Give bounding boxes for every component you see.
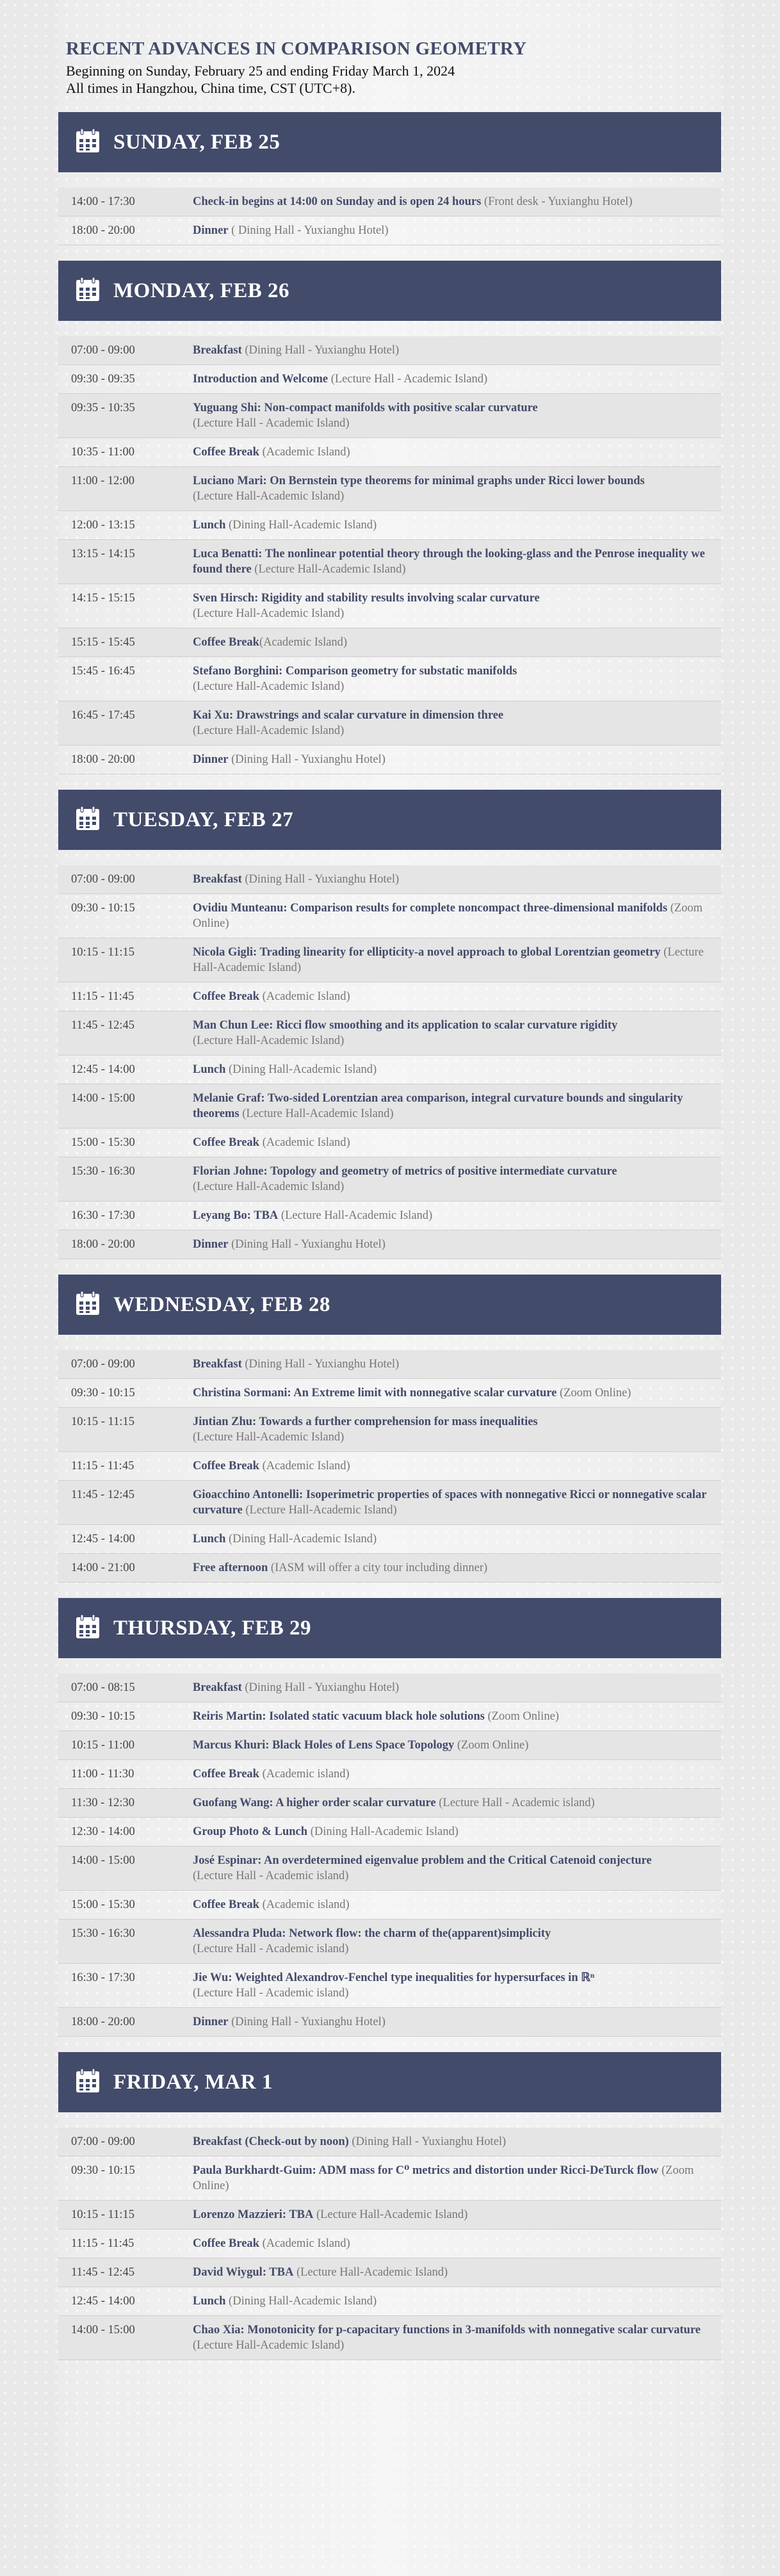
page-header [58,38,721,97]
session-title: Coffee Break [193,1136,259,1149]
day-section [58,1275,721,1583]
schedule-row [58,1379,721,1408]
session-location: (Lecture Hall-Academic Island) [193,1180,345,1193]
session-location: (Lecture Hall - Academic island) [435,1797,595,1809]
session-location: (Lecture Hall-Academic Island) [193,1431,345,1444]
schedule-row [58,2230,721,2258]
session-location: (Academic Island) [259,2237,350,2250]
session-description [193,1680,721,1695]
schedule-row [58,1157,721,1202]
session-title: Dinner [193,753,229,766]
day-title: TUESDAY, FEB 27 [113,808,294,831]
day-section [58,112,721,245]
session-time: 11:15 - 11:45 [71,990,134,1003]
session-description [193,400,721,431]
schedule-row [58,1554,721,1583]
session-title: Florian Johne: Topology and geometry of metrics of positive intermediate curvature [193,1165,617,1178]
session-time: 14:00 - 15:00 [71,1092,135,1105]
session-location: (Academic Island) [259,446,350,459]
session-description [193,1164,721,1194]
schedule-row [58,2008,721,2037]
session-title: Breakfast [193,1358,242,1371]
session-title: Coffee Break [193,2237,259,2250]
session-description [193,1487,721,1518]
session-description [193,473,721,504]
session-description [193,1853,721,1884]
session-title: Alessandra Pluda: Network flow: the charm of the(apparent)simplicity [193,1927,551,1940]
session-time: 15:15 - 15:45 [71,636,135,649]
session-title: Breakfast [193,1681,242,1694]
session-time: 12:30 - 14:00 [71,1825,135,1838]
session-time: 13:15 - 14:15 [71,548,135,560]
schedule-row [58,2287,721,2316]
session-title: Reiris Martin: Isolated static vacuum black hole solutions [193,1710,485,1723]
session-time: 14:15 - 15:15 [71,592,135,605]
timezone-text: All times in Hangzhou, China time, CST (UTC+8). [66,80,355,96]
session-time: 15:45 - 16:45 [71,665,135,678]
session-time: 11:00 - 12:00 [71,475,135,487]
session-description [193,1795,721,1811]
session-description [193,635,721,650]
session-title: Lorenzo Mazzieri: TBA [193,2208,314,2221]
session-location: (Academic Island) [259,1136,350,1149]
session-time: 12:45 - 14:00 [71,1063,135,1076]
schedule-row [58,1481,721,1525]
session-title: Chao Xia: Monotonicity for p-capacitary functions in 3-manifolds with nonnegative scalar curvature [193,2324,701,2336]
session-location: (Dining Hall - Yuxianghu Hotel) [241,344,400,357]
session-description [193,1062,721,1077]
day-section [58,2052,721,2360]
schedule-row [58,1760,721,1789]
schedule-page [58,0,721,2576]
session-title: Coffee Break [193,990,259,1003]
session-time: 07:00 - 09:00 [71,1358,135,1371]
calendar-icon [75,128,113,157]
session-description [193,1091,721,1121]
schedule-table [58,1674,721,2037]
schedule-row [58,865,721,894]
session-title: Coffee Break [193,1460,259,1472]
schedule-row [58,2201,721,2230]
session-title: Jintian Zhu: Towards a further comprehension for mass inequalities [193,1415,538,1428]
session-time: 11:45 - 12:45 [71,1488,135,1501]
session-location: (Academic island) [259,1768,350,1781]
schedule-row [58,1964,721,2008]
session-description [193,2134,721,2149]
day-title: WEDNESDAY, FEB 28 [113,1292,330,1316]
session-time: 11:30 - 12:30 [71,1797,135,1809]
session-title: Coffee Break [193,1898,259,1911]
session-time: 12:00 - 13:15 [71,519,135,532]
schedule-table [58,865,721,1259]
session-location: (Dining Hall - Yuxianghu Hotel) [228,1238,386,1251]
session-location: (Lecture Hall-Academic Island) [239,1107,394,1120]
session-title: Luciano Mari: On Bernstein type theorems for minimal graphs under Ricci lower bounds [193,475,645,487]
date-range-text: Beginning on Sunday, February 25 and ending Friday March 1, 2024 [66,63,455,79]
session-title: David Wiygul: TBA [193,2266,294,2279]
session-location: (Dining Hall-Academic Island) [225,519,377,532]
session-title: Leyang Bo: TBA [193,1209,279,1222]
session-description [193,546,721,577]
session-description [193,2294,721,2309]
schedule-row [58,894,721,938]
session-description [193,518,721,533]
schedule-row [58,365,721,394]
session-location: (Front desk - Yuxianghu Hotel) [481,195,633,208]
day-header [58,112,721,172]
session-title: Lunch [193,519,226,532]
session-title: Coffee Break [193,1768,259,1781]
session-time: 09:30 - 10:15 [71,1387,135,1399]
session-title: Lunch [193,2295,226,2308]
session-time: 14:00 - 15:00 [71,2324,135,2336]
session-time: 10:15 - 11:15 [71,2208,135,2221]
session-title: Stefano Borghini: Comparison geometry for substatic manifolds [193,665,517,678]
session-title: Man Chun Lee: Ricci flow smoothing and its application to scalar curvature rigidity [193,1019,618,1032]
session-description [193,708,721,738]
page-title: RECENT ADVANCES IN COMPARISON GEOMETRY [66,38,527,59]
session-description [193,1926,721,1957]
schedule-row [58,701,721,746]
session-description [193,1970,721,2001]
schedule-row [58,657,721,701]
schedule-row [58,394,721,438]
session-description [193,901,721,931]
session-description [193,194,721,209]
day-header [58,2052,721,2112]
calendar-icon [75,806,113,835]
session-description [193,1738,721,1753]
session-description [193,2265,721,2280]
session-description [193,1560,721,1576]
schedule-row [58,467,721,511]
session-location: (Academic Island) [259,1460,350,1472]
session-title: Free afternoon [193,1561,268,1574]
session-time: 15:30 - 16:30 [71,1927,135,1940]
session-title: Gioacchino Antonelli: Isoperimetric properties of spaces with nonnegative Ricci or nonnegative scalar curvature [193,1488,707,1517]
session-location: (Lecture Hall-Academic Island) [242,1504,397,1517]
schedule-row [58,1846,721,1891]
session-time: 09:30 - 10:15 [71,1710,135,1723]
session-location: (Dining Hall - Yuxianghu Hotel) [228,753,386,766]
session-time: 18:00 - 20:00 [71,1238,135,1251]
session-title: Marcus Khuri: Black Holes of Lens Space Topology [193,1739,455,1752]
session-location: (Lecture Hall - Academic island) [193,1943,349,1955]
session-time: 09:30 - 09:35 [71,373,135,386]
calendar-icon [75,1291,113,1319]
session-time: 11:00 - 11:30 [71,1768,134,1781]
session-location: (Lecture Hall-Academic Island) [251,563,406,576]
session-title: Dinner [193,1238,229,1251]
calendar-icon [75,1614,113,1643]
session-time: 14:00 - 15:00 [71,1854,135,1867]
session-description [193,2322,721,2353]
session-description [193,2207,721,2222]
schedule-row [58,336,721,365]
day-title: THURSDAY, FEB 29 [113,1616,312,1640]
session-location: (Lecture Hall-Academic Island) [193,490,345,503]
session-location: (Lecture Hall-Academic Island) [193,2339,345,2352]
schedule-row [58,584,721,628]
session-location: (Dining Hall - Yuxianghu Hotel) [348,2135,507,2148]
session-location: (Zoom Online) [557,1387,631,1399]
session-location: (Lecture Hall - Academic island) [193,1987,349,2000]
schedule-row [58,1230,721,1259]
schedule-row [58,1789,721,1818]
session-description [193,1531,721,1547]
page-subtitle [66,62,721,97]
session-time: 10:35 - 11:00 [71,446,135,459]
session-time: 15:00 - 15:30 [71,1136,135,1149]
session-description [193,664,721,694]
schedule-table [58,2128,721,2360]
session-title: Kai Xu: Drawstrings and scalar curvature in dimension three [193,709,504,722]
schedule-row [58,1452,721,1481]
session-time: 15:30 - 16:30 [71,1165,135,1178]
session-time: 11:45 - 12:45 [71,2266,135,2279]
session-description [193,1709,721,1724]
calendar-icon [75,2068,113,2097]
session-time: 11:15 - 11:45 [71,2237,134,2250]
session-title: Paula Burkhardt-Guim: ADM mass for C⁰ metrics and distortion under Ricci-DeTurck flow [193,2164,659,2177]
session-location: (Lecture Hall-Academic Island) [193,607,345,620]
session-location: (Dining Hall-Academic Island) [225,2295,377,2308]
schedule-table [58,336,721,774]
session-title: Dinner [193,2016,229,2028]
session-description [193,343,721,358]
session-time: 16:30 - 17:30 [71,1971,135,1984]
session-location: (Dining Hall - Yuxianghu Hotel) [241,873,400,886]
session-title: Yuguang Shi: Non-compact manifolds with positive scalar curvature [193,402,538,414]
session-time: 07:00 - 08:15 [71,1681,135,1694]
session-location: (Academic Island) [259,636,348,649]
session-time: 18:00 - 20:00 [71,224,135,237]
schedule-row [58,2128,721,2156]
session-description [193,1458,721,1474]
session-title: Jie Wu: Weighted Alexandrov-Fenchel type inequalities for hypersurfaces in ℝⁿ [193,1971,595,1984]
session-title: Lunch [193,1063,226,1076]
session-title: Ovidiu Munteanu: Comparison results for complete noncompact three-dimensional manifolds [193,902,668,915]
session-time: 09:30 - 10:15 [71,902,135,915]
day-header [58,261,721,321]
schedule-row [58,1202,721,1230]
schedule-row [58,982,721,1011]
session-location: (Zoom Online) [193,902,703,930]
schedule-row [58,1408,721,1452]
schedule-row [58,2156,721,2201]
session-location: (Lecture Hall-Academic Island) [193,724,345,737]
session-location: (Zoom Online) [454,1739,529,1752]
day-title: MONDAY, FEB 26 [113,279,290,302]
session-title: Christina Sormani: An Extreme limit with nonnegative scalar curvature [193,1387,557,1399]
session-time: 14:00 - 17:30 [71,195,135,208]
session-description [193,1135,721,1150]
session-location: (Lecture Hall-Academic Island) [278,1209,433,1222]
session-location: (Academic island) [259,1898,350,1911]
session-title: Breakfast (Check-out by noon) [193,2135,349,2148]
session-title: Nicola Gigli: Trading linearity for ellipticity-a novel approach to global Lorentzian geometry [193,946,661,959]
session-time: 09:35 - 10:35 [71,402,135,414]
schedule-row [58,511,721,540]
session-location: (Lecture Hall-Academic Island) [293,2266,448,2279]
session-description [193,1357,721,1372]
session-title: Coffee Break [193,446,259,459]
session-time: 07:00 - 09:00 [71,2135,135,2148]
session-title: Sven Hirsch: Rigidity and stability results involving scalar curvature [193,592,540,605]
day-section [58,261,721,774]
day-header [58,1275,721,1335]
schedule-row [58,1011,721,1056]
session-time: 14:00 - 21:00 [71,1561,135,1574]
session-location: (Academic Island) [259,990,350,1003]
schedule-row [58,628,721,657]
session-location: (Lecture Hall-Academic Island) [193,1034,345,1047]
session-location: (IASM will offer a city tour including dinner) [268,1561,488,1574]
session-description [193,989,721,1004]
session-description [193,1897,721,1912]
session-location: (Lecture Hall-Academic Island) [313,2208,468,2221]
session-description [193,1018,721,1048]
session-time: 18:00 - 20:00 [71,2016,135,2028]
session-location: (Dining Hall-Academic Island) [225,1063,377,1076]
session-location: (Dining Hall-Academic Island) [225,1533,377,1545]
schedule-row [58,188,721,216]
session-location: (Zoom Online) [193,2164,694,2192]
schedule-row [58,438,721,467]
schedule-row [58,1731,721,1760]
session-time: 07:00 - 09:00 [71,873,135,886]
session-time: 07:00 - 09:00 [71,344,135,357]
session-description [193,752,721,767]
session-time: 11:45 - 12:45 [71,1019,135,1032]
session-description [193,371,721,387]
session-time: 10:15 - 11:15 [71,1415,135,1428]
schedule-row [58,540,721,584]
session-time: 12:45 - 14:00 [71,2295,135,2308]
session-description [193,1414,721,1445]
session-description [193,2163,721,2194]
schedule-row [58,1818,721,1846]
day-title: FRIDAY, MAR 1 [113,2070,273,2094]
schedule-row [58,1129,721,1157]
session-location: (Dining Hall-Academic Island) [307,1825,459,1838]
schedule-row [58,1056,721,1084]
session-location: (Zoom Online) [484,1710,559,1723]
session-time: 15:00 - 15:30 [71,1898,135,1911]
schedule-row [58,938,721,982]
schedule-row [58,1350,721,1379]
session-location: (Lecture Hall-Academic Island) [193,946,704,974]
schedule-row [58,746,721,774]
session-time: 10:15 - 11:15 [71,946,135,959]
day-header [58,790,721,850]
session-description [193,1208,721,1223]
session-title: Lunch [193,1533,226,1545]
schedule-row [58,1674,721,1702]
session-time: 11:15 - 11:45 [71,1460,134,1472]
session-location: (Lecture Hall - Academic Island) [328,373,488,386]
session-description [193,2236,721,2251]
session-time: 10:15 - 11:00 [71,1739,135,1752]
schedule-row [58,1920,721,1964]
schedule-row [58,216,721,245]
day-title: SUNDAY, FEB 25 [113,130,280,154]
session-description [193,223,721,238]
session-title: Group Photo & Lunch [193,1825,308,1838]
session-location: (Dining Hall - Yuxianghu Hotel) [241,1358,400,1371]
days-list [58,112,721,2360]
session-title: Breakfast [193,873,242,886]
session-time: 12:45 - 14:00 [71,1533,135,1545]
session-description [193,444,721,460]
session-time: 16:45 - 17:45 [71,709,135,722]
day-section [58,790,721,1259]
schedule-row [58,1084,721,1129]
session-title: Melanie Graf: Two-sided Lorentzian area comparison, integral curvature bounds and singularity theorems [193,1092,683,1120]
session-time: 09:30 - 10:15 [71,2164,135,2177]
session-title: Guofang Wang: A higher order scalar curvature [193,1797,436,1809]
session-location: ( Dining Hall - Yuxianghu Hotel) [228,224,389,237]
schedule-row [58,2316,721,2360]
session-description [193,872,721,887]
session-location: (Lecture Hall - Academic island) [193,1870,349,1882]
session-description [193,945,721,975]
session-location: (Dining Hall - Yuxianghu Hotel) [228,2016,386,2028]
session-description [193,591,721,621]
calendar-icon [75,277,113,306]
session-location: (Lecture Hall - Academic Island) [193,417,350,430]
session-description [193,1385,721,1401]
session-location: (Lecture Hall-Academic Island) [193,680,345,693]
schedule-table [58,1350,721,1583]
session-description [193,1766,721,1782]
session-description [193,1824,721,1839]
day-header [58,1598,721,1658]
schedule-row [58,1891,721,1920]
session-location: (Dining Hall - Yuxianghu Hotel) [241,1681,400,1694]
session-title: Introduction and Welcome [193,373,329,386]
session-title: José Espinar: An overdetermined eigenvalue problem and the Critical Catenoid conjecture [193,1854,652,1867]
session-title: Coffee Break [193,636,259,649]
session-description [193,1237,721,1252]
session-title: Dinner [193,224,229,237]
schedule-row [58,1702,721,1731]
session-time: 18:00 - 20:00 [71,753,135,766]
session-time: 16:30 - 17:30 [71,1209,135,1222]
session-description [193,2014,721,2030]
schedule-row [58,1525,721,1554]
schedule-table [58,188,721,245]
schedule-row [58,2258,721,2287]
day-section [58,1598,721,2037]
session-title: Breakfast [193,344,242,357]
session-title: Luca Benatti: The nonlinear potential theory through the looking-glass and the Penrose inequality we found there [193,548,705,576]
session-title: Check-in begins at 14:00 on Sunday and is open 24 hours [193,195,482,208]
